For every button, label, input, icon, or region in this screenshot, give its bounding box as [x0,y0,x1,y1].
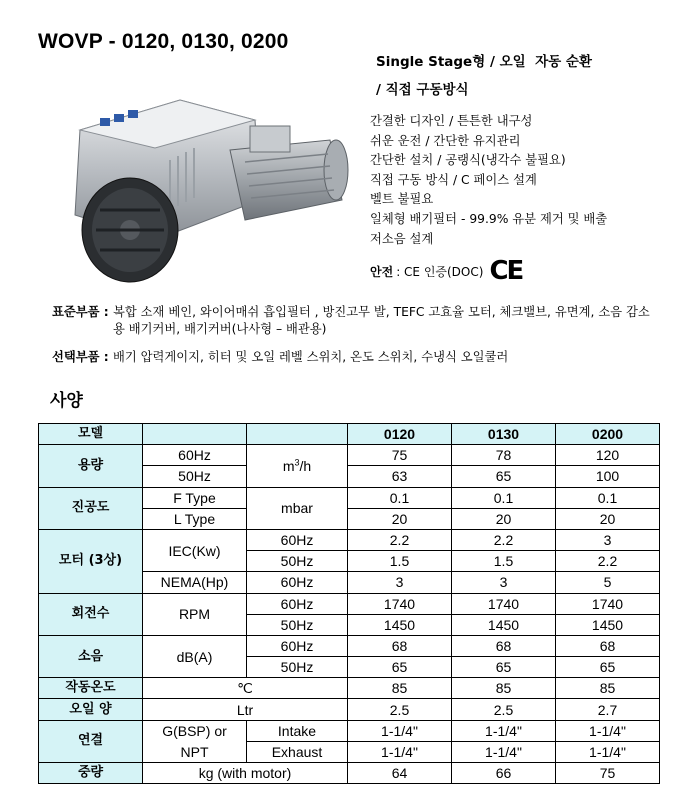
feature-item: 벨트 불필요 [370,192,434,207]
table-row [39,445,660,466]
cell: 63 [348,466,452,487]
weight-label: 중량 [39,763,143,784]
model-0200: 0200 [556,424,660,445]
feature-item: 저소음 설계 [370,231,434,246]
motor-nema: NEMA(Hp) [143,572,247,593]
connection-label: 연결 [39,720,143,762]
certification-label: 안전 [370,264,394,279]
model-label: 모델 [39,424,143,445]
cell: 5 [556,572,660,593]
motor-label: 모터 (3상) [39,529,143,593]
feature-item: 직접 구동 방식 / C 페이스 설계 [370,172,537,187]
cell: 85 [452,678,556,699]
subtitle-line-2: / 직접 구동방식 [376,82,469,98]
cell: 85 [556,678,660,699]
cell: 120 [556,445,660,466]
feature-item: 일체형 배기필터 - 99.9% 유분 제거 및 배출 [370,211,608,226]
cell: 1740 [348,593,452,614]
cell: 1450 [452,614,556,635]
cell: 1450 [348,614,452,635]
feature-item: 쉬운 운전 / 간단한 유지관리 [370,133,521,148]
cell: 20 [348,508,452,529]
cell: 50Hz [247,551,348,572]
capacity-unit: $m^3/h$ [247,445,348,487]
capacity-label: 용량 [39,445,143,487]
certification-value: : CE 인증(DOC) [396,264,484,279]
rpm-unit: RPM [143,593,247,635]
feature-item: 간단한 설치 / 공랭식(냉각수 불필요) [370,153,566,168]
temp-label: 작동온도 [39,678,143,699]
cell: 2.5 [452,699,556,720]
cell: 64 [348,763,452,784]
cell: 65 [452,657,556,678]
cell: 60Hz [247,635,348,656]
cell: 85 [348,678,452,699]
cell: 60Hz [247,593,348,614]
feature-item: 간결한 디자인 / 튼튼한 내구성 [370,114,533,128]
cell: 3 [452,572,556,593]
cell: 65 [452,466,556,487]
table-row [39,635,660,656]
cell: Intake [247,720,348,741]
cell: 20 [556,508,660,529]
ce-mark-icon: CE [489,256,523,286]
cell: 2.2 [348,529,452,550]
optional-parts-value: 배기 압력게이지, 히터 및 오일 레벨 스위치, 온도 스위치, 수냉식 오일쿨러 [113,350,509,364]
cell: 1-1/4" [452,720,556,741]
cell: 1-1/4" [556,720,660,741]
cell: 1-1/4" [348,720,452,741]
cell: 65 [348,657,452,678]
cell: 20 [452,508,556,529]
table-row [39,699,660,720]
parts-section [52,304,653,377]
cell: 0.1 [452,487,556,508]
cell: 1.5 [452,551,556,572]
cell: 66 [452,763,556,784]
spec-table [38,423,660,784]
oil-label: 오일 양 [39,699,143,720]
spec-heading: 사양 [50,391,83,411]
cell: 3 [348,572,452,593]
standard-parts-label: 표준부품 : [52,305,113,319]
noise-label: 소음 [39,635,143,677]
rpm-label: 회전수 [39,593,143,635]
table-row [39,763,660,784]
table-row [39,424,660,445]
table-row [39,593,660,614]
subtitle-line-1: Single Stage형 / 오일 자동 순환 [376,54,592,70]
cell: L Type [143,508,247,529]
certification [370,256,522,286]
optional-parts [52,349,653,366]
vacuum-label: 진공도 [39,487,143,529]
table-row [39,720,660,741]
cell: 0.1 [556,487,660,508]
cell: 1740 [452,593,556,614]
cell: Exhaust [247,741,348,762]
cell: 0.1 [348,487,452,508]
standard-parts [52,304,653,338]
cell: 2.2 [556,551,660,572]
cell: 1450 [556,614,660,635]
standard-parts-value: 복합 소재 베인, 와이어매쉬 흡입필터 , 방진고무 발, TEFC 고효율 모터, 체크밸브, 유면계, 소음 감소용 배기커버, 배기커버(나사형 – 배관용) [113,305,650,336]
cell: 75 [348,445,452,466]
cell: 1740 [556,593,660,614]
oil-unit: Ltr [143,699,348,720]
temp-unit: ℃ [143,678,348,699]
table-row [39,678,660,699]
cell: 60Hz [247,529,348,550]
cell: 1-1/4" [556,741,660,762]
cell: 68 [348,635,452,656]
noise-unit: dB(A) [143,635,247,677]
cell: 68 [556,635,660,656]
connection-unit-line1: G(BSP) or [143,720,247,741]
cell: 1-1/4" [348,741,452,762]
cell: 75 [556,763,660,784]
cell: 78 [452,445,556,466]
vacuum-pump-image [60,90,350,290]
cell: 2.5 [348,699,452,720]
cell: 100 [556,466,660,487]
vacuum-unit: mbar [247,487,348,529]
motor-iec: IEC(Kw) [143,529,247,571]
optional-parts-label: 선택부품 : [52,350,113,364]
cell: 60Hz [143,445,247,466]
cell: 50Hz [247,614,348,635]
cell: 1-1/4" [452,741,556,762]
table-row [39,487,660,508]
table-row [39,529,660,550]
model-0130: 0130 [452,424,556,445]
cell: 50Hz [143,466,247,487]
cell: 50Hz [247,657,348,678]
cell: F Type [143,487,247,508]
cell: 3 [556,529,660,550]
page-title: WOVP - 0120, 0130, 0200 [38,30,289,53]
weight-unit: kg (with motor) [143,763,348,784]
cell: 2.7 [556,699,660,720]
connection-unit-line2: NPT [143,741,247,762]
feature-list [370,112,607,249]
cell: 60Hz [247,572,348,593]
model-0120: 0120 [348,424,452,445]
cell: 1.5 [348,551,452,572]
cell: 68 [452,635,556,656]
cell: 65 [556,657,660,678]
cell: 2.2 [452,529,556,550]
